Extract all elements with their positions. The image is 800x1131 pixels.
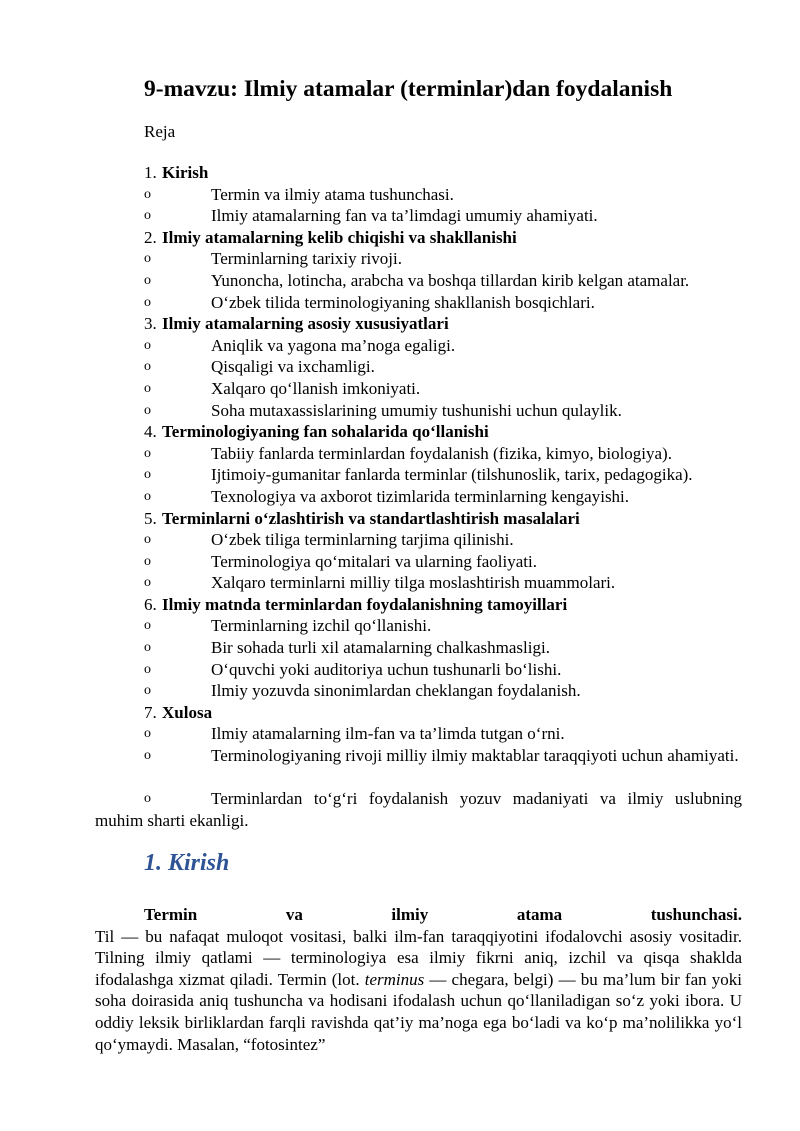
plan-section bbox=[0, 508, 800, 530]
plan-subitem bbox=[0, 184, 800, 206]
plan-subitem-text: Yunoncha, lotincha, arabcha va boshqa tillardan kirib kelgan atamalar. bbox=[211, 270, 690, 290]
plan-section bbox=[0, 594, 800, 616]
bullet-marker: o bbox=[144, 251, 151, 267]
paragraph-text-start: Til — bu nafaqat muloqot vositasi, balki ilm-fan taraqqiyotini ifodalovchi asosiy vositadir. Tilning ilmiy qatlami — terminologiya esa ilmiy fikrni aniq, izchil va qisqa shaklda ifodalashga xizmat qiladi. Termin (lot. bbox=[95, 926, 742, 989]
plan-outline bbox=[0, 162, 800, 831]
plan-subitem-text: Ilmiy atamalarning ilm-fan va ta’limda tutgan o‘rni. bbox=[211, 724, 565, 744]
paragraph-heading-word: atama bbox=[516, 905, 563, 924]
plan-subitem bbox=[0, 572, 800, 594]
plan-subitem-text: Bir sohada turli xil atamalarning chalkashmasligi. bbox=[211, 638, 550, 658]
bullet-marker: o bbox=[144, 272, 151, 288]
plan-section-title: Xulosa bbox=[162, 702, 213, 722]
paragraph-italic-term: terminus bbox=[364, 969, 425, 989]
plan-subitem bbox=[0, 723, 800, 745]
bullet-marker: o bbox=[144, 337, 151, 353]
plan-label: Reja bbox=[144, 122, 176, 141]
plan-subitem-text: O‘quvchi yoki auditoriya uchun tushunarli bo‘lishi. bbox=[211, 659, 562, 679]
bullet-marker: o bbox=[144, 488, 151, 504]
paragraph-heading-word: va bbox=[285, 905, 303, 924]
plan-section-title: Ilmiy matnda terminlardan foydalanishning tamoyillari bbox=[162, 594, 568, 614]
plan-section-number: 5. bbox=[144, 508, 157, 528]
bullet-marker: o bbox=[144, 553, 151, 569]
plan-section bbox=[0, 227, 800, 249]
plan-subitem bbox=[0, 464, 800, 486]
plan-subitem-text: Soha mutaxassislarining umumiy tushunishi uchun qulaylik. bbox=[211, 400, 622, 420]
plan-section-number: 4. bbox=[144, 422, 157, 442]
paragraph-heading-word: Termin bbox=[144, 905, 198, 924]
plan-subitem bbox=[0, 615, 800, 637]
bullet-marker: o bbox=[144, 726, 151, 742]
bullet-marker: o bbox=[144, 532, 151, 548]
plan-subitem-text: Qisqaligi va ixchamligi. bbox=[211, 357, 375, 377]
paragraph-body bbox=[95, 926, 742, 1056]
plan-subitem bbox=[0, 680, 800, 702]
bullet-marker: o bbox=[144, 359, 151, 375]
plan-subitem bbox=[0, 335, 800, 357]
plan-subitem bbox=[0, 788, 800, 831]
bullet-marker: o bbox=[144, 683, 151, 699]
plan-section-number: 6. bbox=[144, 594, 157, 614]
plan-subitem bbox=[0, 486, 800, 508]
plan-subitem-text: O‘zbek tiliga terminlarning tarjima qilinishi. bbox=[211, 530, 514, 550]
bullet-marker: o bbox=[144, 575, 151, 591]
plan-subitem-text: Terminologiyaning rivoji milliy ilmiy maktablar taraqqiyoti uchun ahamiyati. bbox=[211, 746, 739, 766]
bullet-marker: o bbox=[144, 294, 151, 310]
plan-subitem-text: O‘zbek tilida terminologiyaning shakllanish bosqichlari. bbox=[211, 292, 595, 312]
paragraph-text-end: — chegara, belgi) — bu ma’lum bir fan yoki soha doirasida aniq tushuncha va hodisani ifodalash uchun qo‘llaniladigan so‘z yoki ibora. U oddiy leksik birliklardan farqli ravishda qat’iy ma’noga ega bo‘ladi va ko‘p ma’nolilikka yo‘l qo‘ymaydi. Masalan, “fotosintez” bbox=[95, 969, 742, 1054]
plan-section-title: Kirish bbox=[162, 163, 209, 182]
bullet-marker: o bbox=[144, 380, 151, 396]
bullet-marker: o bbox=[144, 445, 151, 461]
bullet-marker: o bbox=[144, 748, 151, 764]
plan-subitem bbox=[0, 292, 800, 314]
paragraph-heading-word: tushunchasi. bbox=[650, 905, 742, 924]
plan-subitem-text: Ijtimoiy-gumanitar fanlarda terminlar (tilshunoslik, tarix, pedagogika). bbox=[211, 465, 693, 485]
plan-subitem bbox=[0, 356, 800, 378]
plan-subitem bbox=[0, 205, 800, 227]
plan-subitem-text: Terminlardan to‘g‘ri foydalanish yozuv madaniyati va ilmiy uslubning muhim sharti ekanligi. bbox=[95, 789, 742, 830]
plan-subitem-text: Termin va ilmiy atama tushunchasi. bbox=[211, 184, 454, 204]
plan-subitem-text: Terminologiya qo‘mitalari va ularning faoliyati. bbox=[211, 551, 537, 571]
bullet-marker: o bbox=[144, 791, 151, 807]
bullet-marker: o bbox=[144, 208, 151, 224]
plan-subitem-text: Xalqaro qo‘llanish imkoniyati. bbox=[211, 378, 421, 398]
plan-subitem bbox=[0, 400, 800, 422]
plan-subitem bbox=[0, 745, 800, 788]
bullet-marker: o bbox=[144, 661, 151, 677]
plan-section bbox=[0, 162, 800, 184]
plan-subitem bbox=[0, 443, 800, 465]
plan-subitem bbox=[0, 270, 800, 292]
bullet-marker: o bbox=[144, 618, 151, 634]
intro-paragraph bbox=[95, 904, 742, 1055]
bullet-marker: o bbox=[144, 640, 151, 656]
bullet-marker: o bbox=[144, 467, 151, 483]
plan-subitem-text: Tabiiy fanlarda terminlardan foydalanish (fizika, kimyo, biologiya). bbox=[211, 443, 672, 463]
plan-subitem bbox=[0, 529, 800, 551]
plan-section-number: 3. bbox=[144, 314, 157, 334]
plan-subitem-text: Ilmiy atamalarning fan va ta’limdagi umumiy ahamiyati. bbox=[211, 206, 598, 226]
plan-section-number: 7. bbox=[144, 702, 157, 722]
plan-section bbox=[0, 702, 800, 724]
plan-section-title: Terminlarni o‘zlashtirish va standartlashtirish masalalari bbox=[162, 508, 580, 528]
plan-section-title: Ilmiy atamalarning kelib chiqishi va shakllanishi bbox=[162, 227, 517, 247]
plan-section-title: Terminologiyaning fan sohalarida qo‘llanishi bbox=[162, 422, 489, 442]
plan-subitem-text: Ilmiy yozuvda sinonimlardan cheklangan foydalanish. bbox=[211, 681, 581, 701]
plan-subitem-text: Xalqaro terminlarni milliy tilga moslashtirish muammolari. bbox=[211, 573, 616, 593]
bullet-marker: o bbox=[144, 186, 151, 202]
plan-subitem bbox=[0, 551, 800, 573]
plan-subitem bbox=[0, 248, 800, 270]
plan-subitem-text: Aniqlik va yagona ma’noga egaligi. bbox=[211, 335, 456, 355]
plan-subitem-text: Terminlarning tarixiy rivoji. bbox=[211, 249, 402, 269]
section-heading: 1. Kirish bbox=[144, 850, 230, 876]
paragraph-heading bbox=[95, 904, 742, 926]
bullet-marker: o bbox=[144, 402, 151, 418]
plan-section-number: 1. bbox=[144, 163, 157, 182]
plan-section bbox=[0, 313, 800, 335]
paragraph-heading-word: ilmiy bbox=[391, 905, 429, 924]
plan-subitem bbox=[0, 659, 800, 681]
document-title: 9-mavzu: Ilmiy atamalar (terminlar)dan foydalanish bbox=[144, 76, 673, 102]
plan-subitem bbox=[0, 378, 800, 400]
plan-subitem-text: Texnologiya va axborot tizimlarida terminlarning kengayishi. bbox=[211, 486, 630, 506]
plan-subitem-text: Terminlarning izchil qo‘llanishi. bbox=[211, 616, 432, 636]
plan-section-title: Ilmiy atamalarning asosiy xususiyatlari bbox=[162, 314, 449, 334]
plan-subitem bbox=[0, 637, 800, 659]
plan-section bbox=[0, 421, 800, 443]
plan-section-number: 2. bbox=[144, 227, 157, 247]
